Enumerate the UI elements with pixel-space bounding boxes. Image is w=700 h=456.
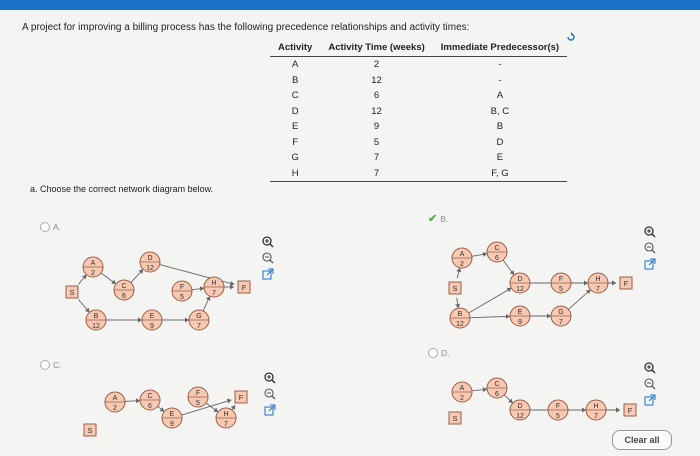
cell-activity: F — [292, 136, 299, 148]
node-activity-label: G — [196, 313, 202, 320]
node-time-label: 5 — [556, 413, 560, 420]
node-time-label: 12 — [146, 265, 154, 272]
arrow-head — [584, 281, 588, 286]
open-external-icon[interactable] — [644, 258, 656, 270]
cell-pred: A — [496, 90, 504, 101]
option-b-label: B. — [440, 213, 449, 224]
node-activity-label: A — [459, 251, 465, 258]
cell-time: 6 — [373, 90, 380, 101]
option-d-label: D. — [441, 348, 450, 358]
node-activity-label: D — [147, 255, 153, 262]
precedence-arrow — [568, 290, 590, 310]
zoom-in-icon[interactable] — [644, 226, 656, 238]
node-time-label: 12 — [92, 323, 100, 330]
node-time-label: 12 — [456, 321, 464, 328]
cell-pred: - — [498, 74, 502, 86]
cell-activity: E — [291, 121, 299, 132]
zoom-out-icon[interactable] — [644, 242, 656, 254]
node-activity-label: A — [90, 260, 96, 267]
node-activity-label: A — [112, 395, 118, 402]
cell-time: 2 — [373, 59, 380, 70]
option-c-label: C. — [53, 360, 62, 370]
node-activity-label: C — [494, 245, 500, 252]
node-time-label: 6 — [495, 391, 499, 398]
node-activity-label: F — [558, 276, 564, 283]
precedence-arrow — [160, 265, 235, 285]
arrow-head — [138, 318, 142, 323]
node-activity-label: B — [93, 313, 99, 320]
arrow-head — [510, 270, 514, 275]
node-activity-label: C — [147, 393, 153, 400]
zoom-out-icon[interactable] — [262, 252, 274, 264]
zoom-out-icon[interactable] — [644, 378, 656, 390]
cell-activity: C — [291, 90, 299, 101]
node-activity-label: B — [457, 311, 463, 318]
node-time-label: 9 — [170, 421, 174, 428]
arrow-head — [582, 408, 586, 413]
arrow-head — [136, 398, 140, 403]
node-activity-label: F — [195, 390, 201, 397]
node-time-label: 5 — [559, 286, 563, 293]
node-time-label: 7 — [594, 413, 598, 420]
cell-activity: G — [291, 152, 299, 163]
arrow-head — [185, 318, 189, 323]
arrow-head — [483, 387, 487, 392]
cell-time: 7 — [373, 152, 380, 163]
node-time-label: 7 — [197, 323, 201, 330]
node-activity-label: F — [555, 403, 561, 410]
node-activity-label: D — [517, 276, 523, 283]
arrow-head — [506, 314, 510, 319]
cell-pred: B — [496, 121, 504, 132]
node-time-label: 7 — [224, 421, 228, 428]
node-activity-label: E — [169, 411, 175, 418]
node-activity-label: H — [593, 403, 599, 410]
cell-activity: B — [291, 74, 299, 86]
arrow-head — [230, 285, 234, 290]
arrow-head — [455, 304, 460, 308]
finish-node-label: F — [623, 279, 629, 288]
col-predecessor: Immediate Predecessor(s) — [433, 42, 567, 57]
node-time-label: 5 — [180, 294, 184, 301]
cell-time: 12 — [371, 74, 382, 86]
node-time-label: 2 — [91, 270, 95, 277]
node-activity-label: H — [211, 280, 217, 287]
cell-pred: B, C — [490, 105, 510, 117]
start-node-label: S — [452, 284, 458, 293]
zoom-in-icon[interactable] — [644, 362, 656, 374]
arrow-head — [456, 268, 461, 272]
open-external-icon[interactable] — [264, 404, 276, 416]
arrow-head — [616, 408, 620, 413]
zoom-in-icon[interactable] — [264, 372, 276, 384]
arrow-head — [612, 281, 616, 286]
col-time: Activity Time (weeks) — [320, 42, 432, 57]
node-activity-label: D — [517, 403, 523, 410]
node-time-label: 6 — [122, 293, 126, 300]
col-activity: Activity — [270, 42, 320, 57]
cell-activity: A — [291, 59, 299, 70]
cell-activity: D — [291, 105, 299, 117]
part-a-prompt: a. Choose the correct network diagram below. — [30, 184, 214, 194]
arrow-head — [111, 280, 116, 284]
node-time-label: 9 — [150, 323, 154, 330]
start-node-label: S — [452, 414, 458, 423]
node-activity-label: H — [223, 411, 229, 418]
check-icon: ✔ — [428, 213, 438, 225]
node-time-label: 2 — [113, 405, 117, 412]
cell-pred: - — [498, 59, 502, 70]
node-activity-label: H — [595, 276, 601, 283]
open-external-icon[interactable] — [644, 394, 656, 406]
node-time-label: 2 — [460, 261, 464, 268]
cell-time: 5 — [373, 136, 380, 148]
node-time-label: 6 — [495, 255, 499, 262]
cell-time: 9 — [373, 121, 380, 132]
cell-activity: H — [270, 166, 320, 182]
node-time-label: 2 — [460, 395, 464, 402]
question-text: A project for improving a billing process has the following precedence relationships and activity times: — [22, 22, 470, 33]
arrow-head — [483, 252, 487, 257]
arrow-head — [547, 314, 551, 319]
start-node-label: S — [87, 426, 93, 435]
node-time-label: 12 — [516, 413, 524, 420]
clear-all-button[interactable]: Clear all — [612, 430, 672, 450]
option-a-label: A. — [53, 222, 62, 232]
node-time-label: 7 — [559, 319, 563, 326]
cell-pred: E — [496, 152, 504, 163]
node-time-label: 12 — [516, 286, 524, 293]
node-activity-label: C — [494, 381, 500, 388]
cell-pred: F, G — [433, 166, 567, 182]
cell-time: 7 — [320, 166, 432, 182]
finish-node-label: F — [238, 393, 244, 402]
node-time-label: 7 — [596, 286, 600, 293]
zoom-out-icon[interactable] — [264, 388, 276, 400]
cell-pred: D — [496, 136, 504, 148]
start-node-label: S — [69, 288, 75, 297]
node-activity-label: F — [179, 284, 185, 291]
arrow-head — [200, 286, 204, 291]
node-time-label: 9 — [518, 319, 522, 326]
node-activity-label: G — [558, 309, 564, 316]
node-time-label: 5 — [196, 400, 200, 407]
node-time-label: 6 — [148, 403, 152, 410]
finish-node-label: F — [241, 283, 247, 292]
zoom-in-icon[interactable] — [262, 236, 274, 248]
precedence-arrow — [469, 288, 512, 313]
node-activity-label: C — [121, 283, 127, 290]
open-external-icon[interactable] — [262, 268, 274, 280]
node-activity-label: A — [459, 385, 465, 392]
cell-time: 12 — [371, 105, 382, 117]
precedence-arrow — [470, 316, 510, 317]
node-activity-label: E — [149, 313, 155, 320]
node-activity-label: E — [517, 309, 523, 316]
arrow-head — [213, 408, 218, 412]
finish-node-label: F — [627, 406, 633, 415]
node-time-label: 7 — [212, 290, 216, 297]
